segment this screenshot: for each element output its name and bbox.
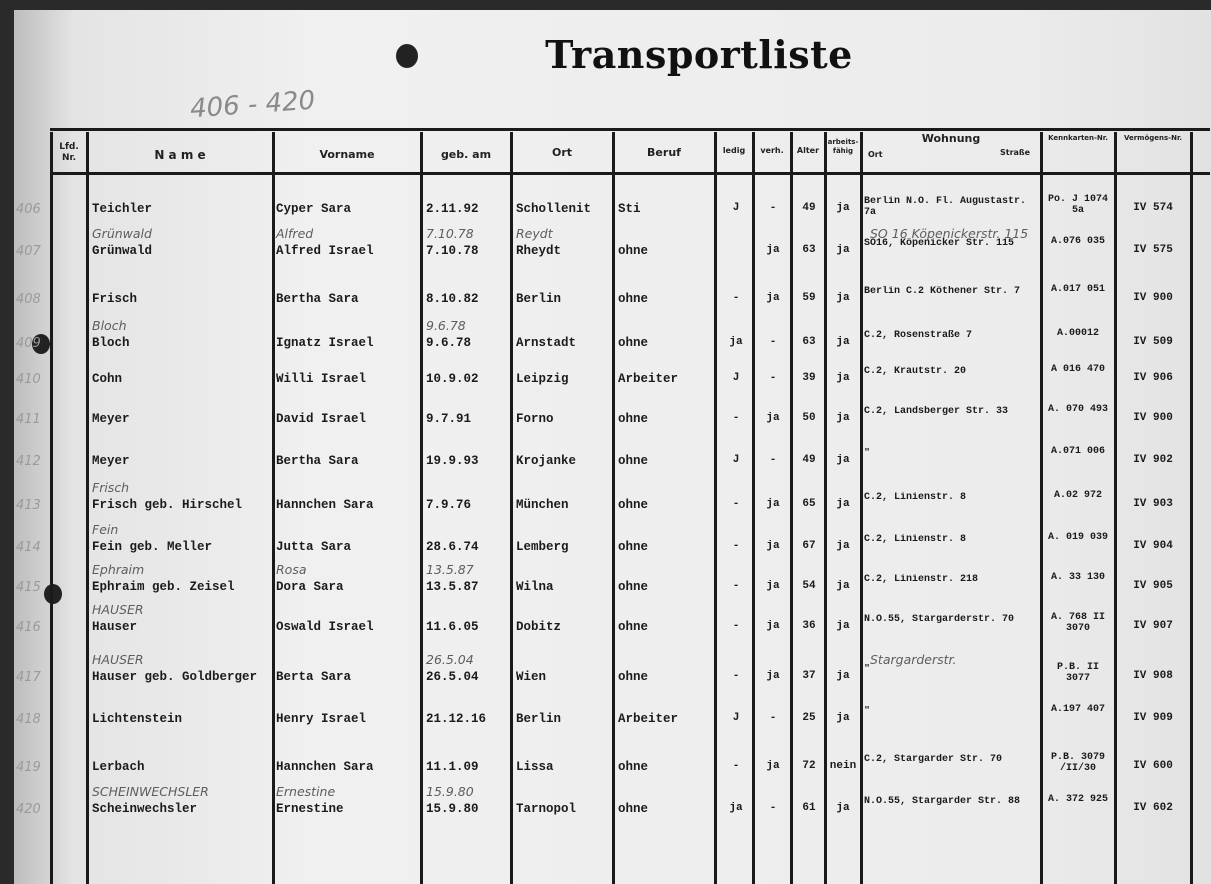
cell-wohnung: Berlin N.O. Fl. Augustastr. 7a bbox=[864, 196, 1027, 218]
header-beruf: Beruf bbox=[647, 146, 681, 159]
cell-beruf: ohne bbox=[618, 580, 649, 594]
table-row bbox=[16, 274, 1210, 324]
margin-number: 414 bbox=[16, 540, 41, 555]
cell-name: Lerbach bbox=[92, 760, 145, 774]
cell-arb: ja bbox=[836, 412, 850, 424]
table-row bbox=[16, 784, 1210, 834]
cell-ort: Tarnopol bbox=[516, 802, 577, 816]
cell-arb: ja bbox=[836, 244, 850, 256]
cell-geb: 21.12.16 bbox=[426, 712, 487, 726]
cell-vorname: Bertha Sara bbox=[276, 454, 359, 468]
cell-ort: Leipzig bbox=[516, 372, 569, 386]
cell-wohnung: C.2, Krautstr. 20 bbox=[864, 366, 967, 377]
handwritten-name: HAUSER bbox=[92, 602, 144, 617]
cell-ledig: - bbox=[732, 292, 740, 304]
cell-ort: München bbox=[516, 498, 569, 512]
cell-wohnung: C.2, Landsberger Str. 33 bbox=[864, 406, 1009, 417]
cell-verh: ja bbox=[766, 292, 780, 304]
margin-number: 420 bbox=[16, 802, 41, 817]
cell-geb: 26.5.04 bbox=[426, 670, 479, 684]
cell-beruf: ohne bbox=[618, 620, 649, 634]
margin-number: 417 bbox=[16, 670, 41, 685]
cell-geb: 2.11.92 bbox=[426, 202, 479, 216]
cell-ort: Wien bbox=[516, 670, 547, 684]
margin-number: 412 bbox=[16, 454, 41, 469]
cell-wohnung: C.2, Linienstr. 8 bbox=[864, 492, 967, 503]
cell-wohnung: " bbox=[864, 448, 871, 459]
transport-list-document bbox=[14, 10, 1211, 884]
cell-beruf: ohne bbox=[618, 540, 649, 554]
cell-vorname: Ignatz Israel bbox=[276, 336, 374, 350]
cell-verh: ja bbox=[766, 244, 780, 256]
cell-verm: IV 900 bbox=[1133, 292, 1173, 304]
cell-vorname: Jutta Sara bbox=[276, 540, 352, 554]
cell-verm: IV 574 bbox=[1133, 202, 1173, 214]
handwritten-name: Grünwald bbox=[92, 226, 152, 241]
cell-geb: 9.7.91 bbox=[426, 412, 472, 426]
margin-number: 416 bbox=[16, 620, 41, 635]
cell-geb: 19.9.93 bbox=[426, 454, 479, 468]
cell-alter: 25 bbox=[802, 712, 816, 724]
cell-arb: ja bbox=[836, 498, 850, 510]
cell-kenn: A.02 972 bbox=[1053, 490, 1102, 501]
cell-kenn: P.B. II 3077 bbox=[1056, 662, 1099, 684]
cell-ledig: - bbox=[732, 498, 740, 510]
cell-alter: 67 bbox=[802, 540, 816, 552]
cell-verm: IV 903 bbox=[1133, 498, 1173, 510]
cell-beruf: ohne bbox=[618, 336, 649, 350]
cell-wohnung: C.2, Linienstr. 8 bbox=[864, 534, 967, 545]
cell-verh: - bbox=[769, 454, 777, 466]
cell-name: Lichtenstein bbox=[92, 712, 183, 726]
cell-geb: 13.5.87 bbox=[426, 580, 479, 594]
cell-wohnung: SO16, Köpenicker Str. 115 bbox=[864, 238, 1015, 249]
cell-beruf: ohne bbox=[618, 244, 649, 258]
cell-verh: - bbox=[769, 802, 777, 814]
table-row bbox=[16, 694, 1210, 744]
margin-number: 408 bbox=[16, 292, 41, 307]
cell-arb: ja bbox=[836, 712, 850, 724]
cell-alter: 39 bbox=[802, 372, 816, 384]
cell-ort: Arnstadt bbox=[516, 336, 577, 350]
cell-name: Grünwald bbox=[92, 244, 153, 258]
cell-kenn: A.197 407 bbox=[1050, 704, 1105, 715]
cell-verm: IV 909 bbox=[1133, 712, 1173, 724]
cell-beruf: Arbeiter bbox=[618, 372, 679, 386]
header-arbeitsfaehig: arbeits-fähig bbox=[827, 138, 859, 155]
cell-ledig: ja bbox=[729, 802, 743, 814]
cell-verh: - bbox=[769, 712, 777, 724]
cell-verm: IV 900 bbox=[1133, 412, 1173, 424]
cell-arb: ja bbox=[836, 802, 850, 814]
cell-kenn: A.017 051 bbox=[1050, 284, 1105, 295]
cell-name: Ephraim geb. Zeisel bbox=[92, 580, 235, 594]
cell-alter: 63 bbox=[802, 336, 816, 348]
cell-arb: ja bbox=[836, 580, 850, 592]
cell-beruf: ohne bbox=[618, 802, 649, 816]
cell-ledig: - bbox=[732, 670, 740, 682]
cell-verm: IV 575 bbox=[1133, 244, 1173, 256]
header-ort: Ort bbox=[551, 146, 573, 159]
cell-beruf: Sti bbox=[618, 202, 641, 216]
cell-ort: Schollenit bbox=[516, 202, 592, 216]
handwritten-geb: 13.5.87 bbox=[426, 562, 474, 577]
header-bottom-rule bbox=[50, 172, 1210, 175]
cell-vorname: Oswald Israel bbox=[276, 620, 374, 634]
cell-ledig: - bbox=[732, 620, 740, 632]
cell-vorname: Willi Israel bbox=[276, 372, 367, 386]
cell-wohnung: N.O.55, Stargarder Str. 88 bbox=[864, 796, 1021, 807]
cell-wohnung: C.2, Rosenstraße 7 bbox=[864, 330, 973, 341]
cell-verm: IV 904 bbox=[1133, 540, 1173, 552]
cell-beruf: ohne bbox=[618, 292, 649, 306]
cell-alter: 54 bbox=[802, 580, 816, 592]
handwritten-geb: 9.6.78 bbox=[426, 318, 466, 333]
handwritten-name: Fein bbox=[92, 522, 119, 537]
cell-geb: 11.6.05 bbox=[426, 620, 479, 634]
cell-verh: - bbox=[769, 202, 777, 214]
margin-number: 410 bbox=[16, 372, 41, 387]
header-ledig: ledig bbox=[722, 146, 746, 155]
cell-name: Hauser geb. Goldberger bbox=[92, 670, 258, 684]
cell-vorname: Hannchen Sara bbox=[276, 760, 374, 774]
margin-number: 419 bbox=[16, 760, 41, 775]
cell-verm: IV 907 bbox=[1133, 620, 1173, 632]
cell-verh: - bbox=[769, 336, 777, 348]
cell-vorname: Cyper Sara bbox=[276, 202, 352, 216]
cell-alter: 65 bbox=[802, 498, 816, 510]
header-name: N a m e bbox=[154, 148, 206, 162]
handwritten-name: SCHEINWECHSLER bbox=[92, 784, 209, 799]
cell-kenn: A 016 470 bbox=[1050, 364, 1105, 375]
cell-ort: Berlin bbox=[516, 292, 562, 306]
handwritten-name: Bloch bbox=[92, 318, 127, 333]
cell-alter: 37 bbox=[802, 670, 816, 682]
cell-ort: Dobitz bbox=[516, 620, 562, 634]
cell-ort: Wilna bbox=[516, 580, 554, 594]
cell-ort: Rheydt bbox=[516, 244, 562, 258]
cell-ort: Krojanke bbox=[516, 454, 577, 468]
cell-beruf: ohne bbox=[618, 760, 649, 774]
cell-ledig: - bbox=[732, 540, 740, 552]
cell-verh: ja bbox=[766, 670, 780, 682]
cell-name: Teichler bbox=[92, 202, 153, 216]
header-lfd: Lfd. Nr. bbox=[59, 142, 79, 163]
cell-name: Cohn bbox=[92, 372, 123, 386]
cell-wohnung: " bbox=[864, 706, 871, 717]
cell-vorname: Hannchen Sara bbox=[276, 498, 374, 512]
cell-verm: IV 902 bbox=[1133, 454, 1173, 466]
margin-number: 407 bbox=[16, 244, 41, 259]
cell-ledig: J bbox=[732, 712, 740, 724]
header-vermoegen: Vermögens-Nr. bbox=[1123, 134, 1183, 142]
cell-alter: 49 bbox=[802, 454, 816, 466]
cell-geb: 8.10.82 bbox=[426, 292, 479, 306]
cell-verh: ja bbox=[766, 620, 780, 632]
cell-verh: - bbox=[769, 372, 777, 384]
table-row bbox=[16, 436, 1210, 486]
cell-kenn: A.071 006 bbox=[1050, 446, 1105, 457]
cell-verm: IV 905 bbox=[1133, 580, 1173, 592]
cell-name: Hauser bbox=[92, 620, 138, 634]
cell-arb: ja bbox=[836, 454, 850, 466]
handwritten-wohnung: SO 16 Köpenickerstr. 115 bbox=[870, 226, 1029, 241]
cell-alter: 61 bbox=[802, 802, 816, 814]
cell-kenn: A.076 035 bbox=[1050, 236, 1105, 247]
margin-number: 415 bbox=[16, 580, 41, 595]
cell-verm: IV 600 bbox=[1133, 760, 1173, 772]
cell-beruf: ohne bbox=[618, 412, 649, 426]
cell-arb: ja bbox=[836, 540, 850, 552]
cell-arb: ja bbox=[836, 292, 850, 304]
margin-number: 418 bbox=[16, 712, 41, 727]
margin-number: 406 bbox=[16, 202, 41, 217]
header-wohnung-ort: Ort bbox=[868, 150, 883, 159]
cell-verh: ja bbox=[766, 412, 780, 424]
header-alter: Alter bbox=[796, 146, 820, 155]
handwritten-wohnung: Stargarderstr. bbox=[870, 652, 957, 667]
cell-verm: IV 908 bbox=[1133, 670, 1173, 682]
cell-vorname: Berta Sara bbox=[276, 670, 352, 684]
handwritten-ort: Reydt bbox=[516, 226, 553, 241]
handwritten-vorname: Ernestine bbox=[276, 784, 336, 799]
cell-name: Bloch bbox=[92, 336, 130, 350]
cell-geb: 7.10.78 bbox=[426, 244, 479, 258]
cell-arb: ja bbox=[836, 372, 850, 384]
cell-alter: 50 bbox=[802, 412, 816, 424]
cell-ort: Lemberg bbox=[516, 540, 569, 554]
margin-number: 413 bbox=[16, 498, 41, 513]
handwritten-name: HAUSER bbox=[92, 652, 144, 667]
cell-arb: ja bbox=[836, 620, 850, 632]
cell-kenn: Po. J 1074 5a bbox=[1047, 194, 1108, 216]
cell-name: Meyer bbox=[92, 454, 130, 468]
header-kennkarte: Kennkarten-Nr. bbox=[1048, 134, 1108, 142]
cell-geb: 10.9.02 bbox=[426, 372, 479, 386]
handwritten-vorname: Alfred bbox=[276, 226, 314, 241]
cell-kenn: A. 33 130 bbox=[1050, 572, 1105, 583]
cell-arb: ja bbox=[836, 336, 850, 348]
cell-verm: IV 906 bbox=[1133, 372, 1173, 384]
cell-name: Scheinwechsler bbox=[92, 802, 198, 816]
handwritten-geb: 7.10.78 bbox=[426, 226, 474, 241]
table-top-rule bbox=[50, 128, 1210, 131]
cell-name: Meyer bbox=[92, 412, 130, 426]
table-row bbox=[16, 602, 1210, 652]
cell-vorname: Dora Sara bbox=[276, 580, 344, 594]
cell-wohnung: C.2, Linienstr. 218 bbox=[864, 574, 979, 585]
cell-wohnung: C.2, Stargarder Str. 70 bbox=[864, 754, 1003, 765]
cell-verh: ja bbox=[766, 498, 780, 510]
cell-kenn: P.B. 3079 /II/30 bbox=[1050, 752, 1105, 774]
margin-number: 411 bbox=[16, 412, 41, 427]
cell-kenn: A. 070 493 bbox=[1047, 404, 1108, 415]
handwritten-name: Ephraim bbox=[92, 562, 145, 577]
cell-alter: 72 bbox=[802, 760, 816, 772]
header-verh: verh. bbox=[760, 146, 784, 155]
header-wohnung-strasse: Straße bbox=[1000, 148, 1031, 157]
cell-arb: ja bbox=[836, 202, 850, 214]
cell-beruf: Arbeiter bbox=[618, 712, 679, 726]
cell-verm: IV 602 bbox=[1133, 802, 1173, 814]
document-title: Transportliste bbox=[545, 32, 853, 77]
cell-verh: ja bbox=[766, 580, 780, 592]
header-geb: geb. am bbox=[440, 148, 492, 161]
header-wohnung: Wohnung bbox=[921, 132, 981, 145]
cell-ledig: J bbox=[732, 202, 740, 214]
cell-kenn: A. 019 039 bbox=[1047, 532, 1108, 543]
cell-name: Frisch bbox=[92, 292, 138, 306]
cell-arb: nein bbox=[829, 760, 857, 772]
cell-ledig: J bbox=[732, 454, 740, 466]
handwritten-geb: 15.9.80 bbox=[426, 784, 474, 799]
cell-vorname: David Israel bbox=[276, 412, 367, 426]
handwritten-range: 406 - 420 bbox=[189, 85, 317, 125]
cell-vorname: Henry Israel bbox=[276, 712, 367, 726]
cell-ort: Lissa bbox=[516, 760, 554, 774]
cell-vorname: Ernestine bbox=[276, 802, 344, 816]
cell-verh: ja bbox=[766, 760, 780, 772]
table-row bbox=[16, 226, 1210, 276]
cell-beruf: ohne bbox=[618, 498, 649, 512]
cell-arb: ja bbox=[836, 670, 850, 682]
handwritten-geb: 26.5.04 bbox=[426, 652, 474, 667]
cell-kenn: A.00012 bbox=[1056, 328, 1099, 339]
cell-verm: IV 509 bbox=[1133, 336, 1173, 348]
cell-alter: 63 bbox=[802, 244, 816, 256]
cell-alter: 59 bbox=[802, 292, 816, 304]
cell-name: Fein geb. Meller bbox=[92, 540, 213, 554]
cell-ledig: - bbox=[732, 580, 740, 592]
cell-beruf: ohne bbox=[618, 670, 649, 684]
cell-ledig: ja bbox=[729, 336, 743, 348]
cell-geb: 7.9.76 bbox=[426, 498, 472, 512]
cell-beruf: ohne bbox=[618, 454, 649, 468]
cell-vorname: Bertha Sara bbox=[276, 292, 359, 306]
cell-alter: 36 bbox=[802, 620, 816, 632]
cell-vorname: Alfred Israel bbox=[276, 244, 374, 258]
margin-number: 409 bbox=[16, 336, 41, 351]
cell-geb: 15.9.80 bbox=[426, 802, 479, 816]
cell-ledig: - bbox=[732, 760, 740, 772]
cell-geb: 11.1.09 bbox=[426, 760, 479, 774]
handwritten-vorname: Rosa bbox=[276, 562, 307, 577]
cell-kenn: A. 768 II 3070 bbox=[1050, 612, 1105, 634]
cell-geb: 28.6.74 bbox=[426, 540, 479, 554]
handwritten-name: Frisch bbox=[92, 480, 130, 495]
cell-wohnung: N.O.55, Stargarderstr. 70 bbox=[864, 614, 1015, 625]
cell-wohnung: Berlin C.2 Köthener Str. 7 bbox=[864, 286, 1021, 297]
cell-geb: 9.6.78 bbox=[426, 336, 472, 350]
cell-verh: ja bbox=[766, 540, 780, 552]
cell-ort: Forno bbox=[516, 412, 554, 426]
cell-wohnung: " bbox=[864, 664, 871, 675]
cell-kenn: A. 372 925 bbox=[1047, 794, 1108, 805]
cell-name: Frisch geb. Hirschel bbox=[92, 498, 243, 512]
cell-alter: 49 bbox=[802, 202, 816, 214]
punch-hole bbox=[396, 44, 418, 68]
transport-table bbox=[16, 128, 1210, 884]
header-vorname: Vorname bbox=[319, 148, 375, 161]
cell-ledig: - bbox=[732, 412, 740, 424]
cell-ort: Berlin bbox=[516, 712, 562, 726]
cell-ledig: J bbox=[732, 372, 740, 384]
